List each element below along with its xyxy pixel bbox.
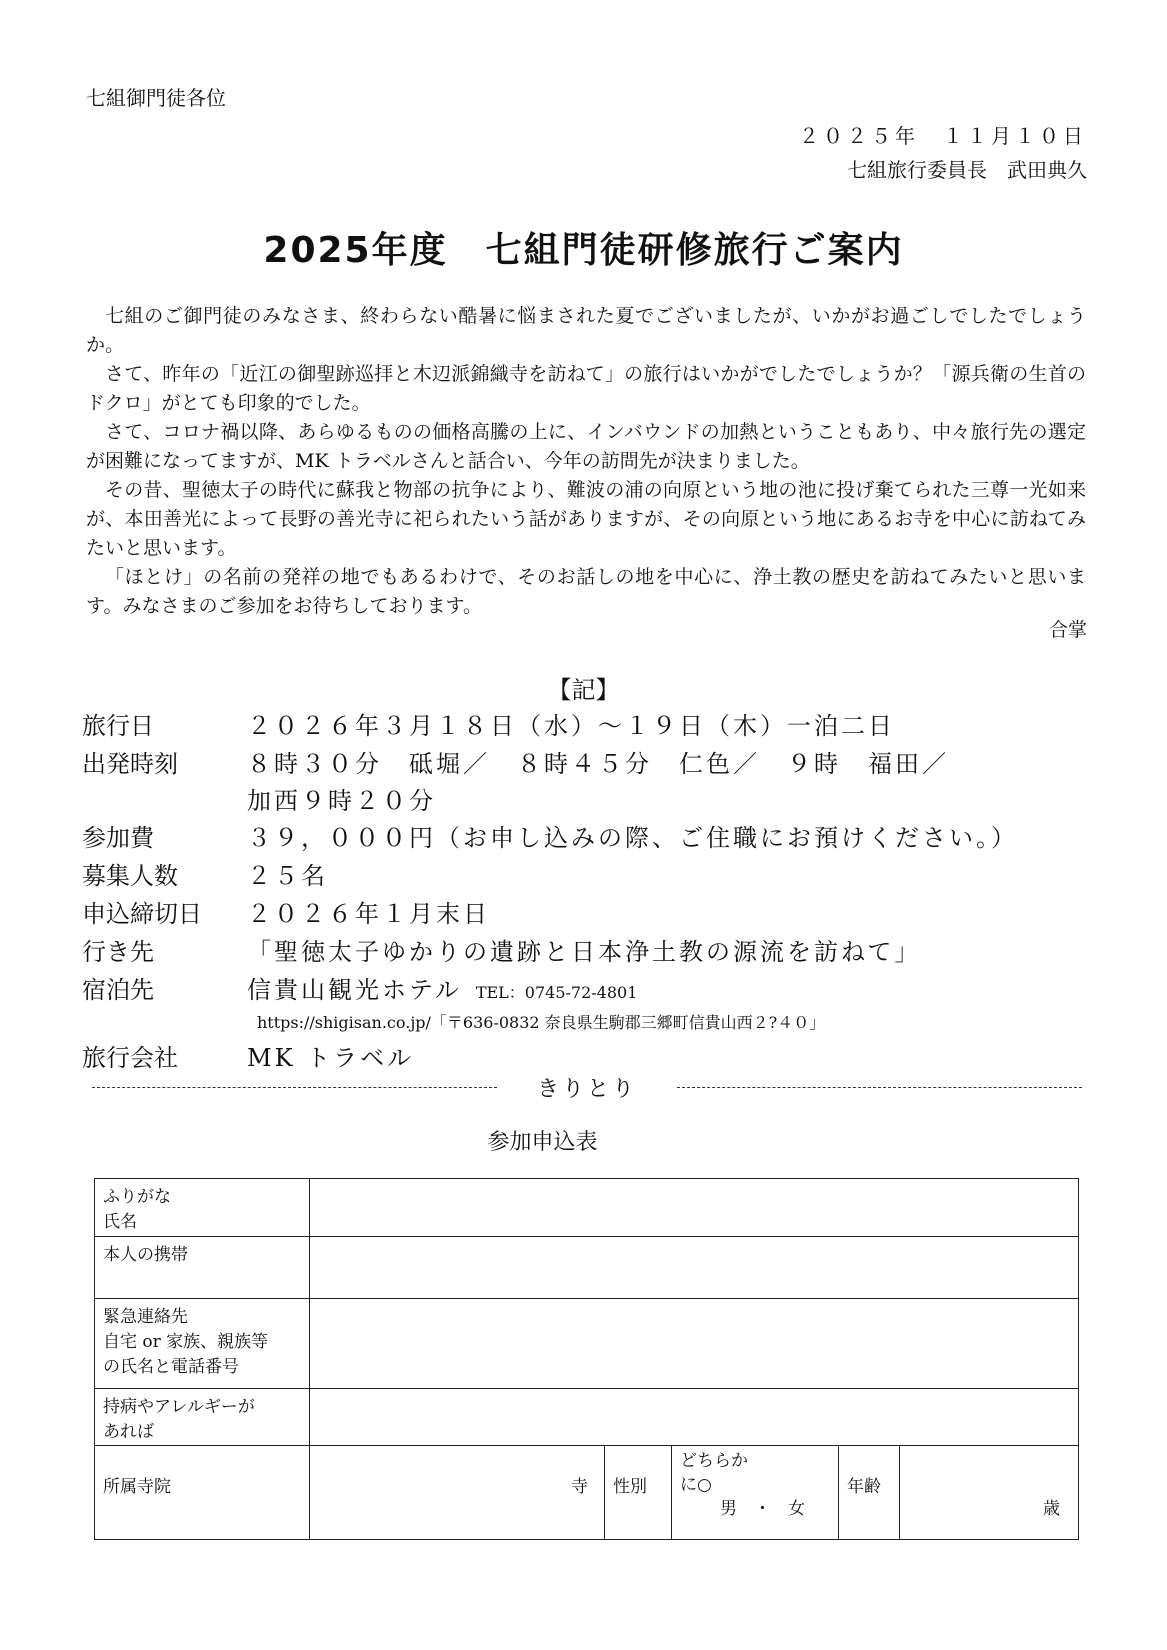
- detail-label: 出発時刻: [82, 749, 178, 778]
- detail-value: ８時３０分 砥堀／ ８時４５分 仁色／ ９時 福田／: [247, 749, 949, 778]
- cut-line: [92, 1072, 1082, 1103]
- gender-note: どちらか: [680, 1451, 748, 1471]
- paragraph: 七組のご御門徒のみなさま、終わらない酷暑に悩まされた夏でございましたが、いかがお過ごしでしたでしょうか。: [86, 305, 1086, 356]
- author: 七組旅行委員長 武田典久: [847, 158, 1087, 182]
- detail-label: 旅行日: [82, 711, 154, 740]
- detail-row: [82, 930, 1082, 968]
- temple-field[interactable]: [310, 1446, 605, 1540]
- form-label-illness: [95, 1389, 310, 1446]
- closing: 合掌: [1048, 619, 1087, 641]
- detail-row: [82, 1036, 1082, 1074]
- form-label-temple: 所属寺院: [95, 1446, 310, 1540]
- detail-value: ２０２６年３月１８日（水）～１９日（木）一泊二日: [247, 711, 895, 740]
- detail-row: [82, 854, 1082, 892]
- furigana-label: ふりがな: [103, 1187, 171, 1207]
- detail-value: [247, 970, 637, 1005]
- age-field[interactable]: [900, 1446, 1079, 1540]
- dashed-line: [677, 1087, 1082, 1088]
- temple-suffix: 寺: [571, 1477, 588, 1497]
- form-label-gender: 性別: [605, 1446, 672, 1540]
- hotel-name: 信貴山観光ホテル: [247, 975, 462, 1004]
- detail-row: [82, 892, 1082, 930]
- document-title: 2025年度 七組門徒研修旅行ご案内: [263, 230, 904, 271]
- detail-row: [82, 816, 1082, 854]
- age-suffix: 歳: [1043, 1499, 1060, 1519]
- form-label-age: 年齢: [839, 1446, 900, 1540]
- emergency-label: の氏名と電話番号: [103, 1357, 239, 1377]
- phone-field[interactable]: [310, 1237, 1079, 1299]
- detail-value: ３９，０００円（お申し込みの際、ご住職にお預けください。）: [247, 823, 1018, 852]
- emergency-label: 自宅 or 家族、親族等: [103, 1332, 269, 1352]
- detail-label: 宿泊先: [82, 975, 154, 1004]
- detail-value: ２０２６年１月末日: [247, 899, 490, 928]
- ki-heading: 【記】: [547, 676, 620, 704]
- paragraph: 「ほとけ」の名前の発祥の地でもあるわけで、そのお話しの地を中心に、浄土教の歴史を訪ねてみたいと思います。みなさまのご参加をお待ちしております。: [86, 566, 1086, 617]
- detail-row: [82, 968, 1082, 1006]
- name-label: 氏名: [103, 1212, 137, 1232]
- cut-label: きりとり: [537, 1077, 638, 1102]
- detail-value: MK トラベル: [247, 1043, 415, 1072]
- detail-value-cont: 加西９時２０分: [247, 786, 436, 815]
- detail-label: 募集人数: [82, 861, 178, 890]
- application-form: [94, 1178, 1079, 1540]
- illness-field[interactable]: [310, 1389, 1079, 1446]
- dashed-line: [92, 1087, 497, 1088]
- hotel-tel: TEL：0745-72-4801: [475, 982, 638, 1002]
- gender-options: 男 ・ 女: [720, 1499, 805, 1519]
- detail-label: 旅行会社: [82, 1043, 178, 1072]
- form-label-emergency: [95, 1299, 310, 1389]
- detail-label: 行き先: [82, 937, 154, 966]
- paragraph: さて、昨年の「近江の御聖跡巡拝と木辺派錦織寺を訪ねて」の旅行はいかがでしたでしょうか？「源兵衛の生首のドクロ」がとても印象的でした。: [86, 363, 1086, 414]
- addressee: 七組御門徒各位: [86, 86, 226, 110]
- gender-field[interactable]: [672, 1446, 839, 1540]
- form-title: 参加申込表: [487, 1130, 598, 1155]
- form-label-phone: 本人の携帯: [95, 1237, 310, 1299]
- paragraph: その昔、聖徳太子の時代に蘇我と物部の抗争により、難波の浦の向原という地の池に投げ棄てられた三尊一光如来が、本田善光によって長野の善光寺に祀られたいう話がありますが、その向原という地にあるお寺を中心に訪ねてみたいと思います。: [86, 479, 1086, 559]
- issue-date: ２０２５年 １１月１０日: [799, 124, 1087, 148]
- illness-label: 持病やアレルギーが: [103, 1397, 255, 1417]
- detail-label: 申込締切日: [82, 899, 202, 928]
- emergency-label: 緊急連絡先: [103, 1307, 188, 1327]
- detail-value: ２５名: [247, 861, 328, 890]
- paragraph: さて、コロナ禍以降、あらゆるものの価格高騰の上に、インバウンドの加熱ということもあり、中々旅行先の選定が困難になってますが、MK トラベルさんと話合い、今年の訪問先が決まりました。: [86, 421, 1086, 472]
- gender-note: に○: [680, 1475, 712, 1495]
- detail-label: 参加費: [82, 823, 154, 852]
- body-text: [86, 302, 1086, 621]
- emergency-field[interactable]: [310, 1299, 1079, 1389]
- hotel-url: https://shigisan.co.jp/「〒636-0832 奈良県生駒郡三郷町信貴山西２?４０」: [257, 1012, 826, 1032]
- form-label-name: [95, 1179, 310, 1237]
- detail-row: [82, 742, 1082, 780]
- details: [82, 704, 1082, 1074]
- name-field[interactable]: [310, 1179, 1079, 1237]
- detail-row: [82, 704, 1082, 742]
- detail-value: 「聖徳太子ゆかりの遺跡と日本浄土教の源流を訪ねて」: [247, 937, 922, 966]
- illness-label: あれば: [103, 1422, 154, 1442]
